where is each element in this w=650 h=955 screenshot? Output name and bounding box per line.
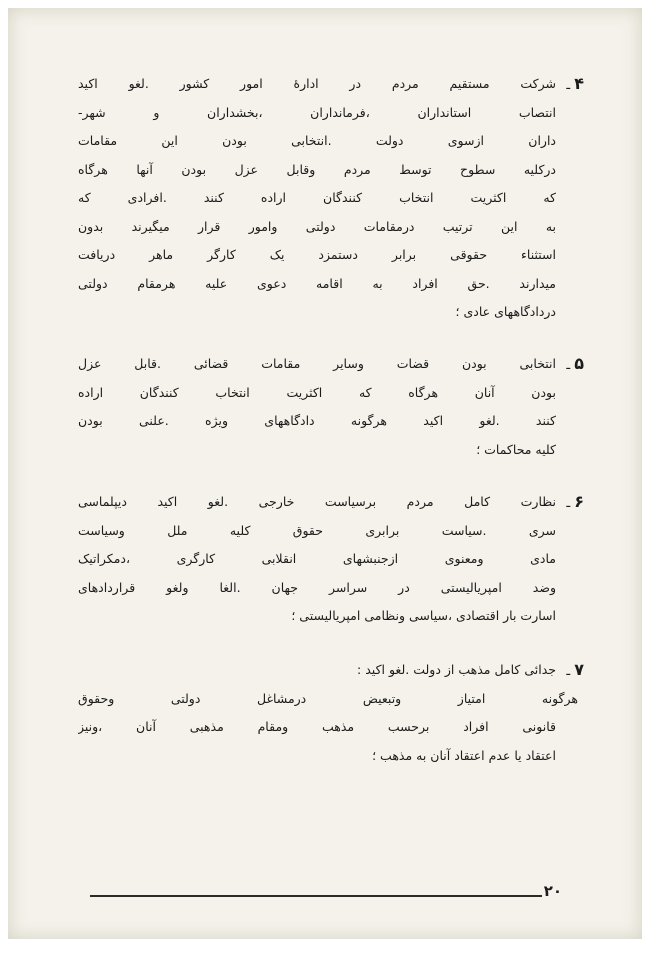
- text-line: انتخابی بودن قضات وسایر مقامات قضائی .قابل عزل: [78, 356, 556, 371]
- page-number: ۲۰: [543, 882, 562, 900]
- text-line: درکلیه سطوح توسط مردم وقابل عزل بودن آنها هرگاه: [78, 161, 556, 177]
- item-number-7: ۷ـ: [566, 660, 584, 679]
- item-4-text: [78, 70, 556, 327]
- text-line: میدارند .حق افراد به اقامه دعوی علیه هرمقام دولتی: [78, 275, 556, 291]
- book-page: [8, 8, 642, 939]
- text-line: که اکثریت انتخاب کنندگان اراده کنند .افرادی که: [78, 190, 556, 205]
- text-line: استثناء حقوقی برابر دستمزد یک کارگر ماهر دریافت: [78, 247, 556, 262]
- text-line: داران ازسوی دولت .انتخابی بودن این مقامات: [78, 133, 556, 148]
- text-line: وضد امپریالیستی در سراسر جهان .الغا ولغو قراردادهای: [78, 579, 556, 595]
- text-line: انتصاب استانداران ،فرمانداران ،بخشداران و شهر-: [78, 104, 556, 120]
- footer-rule: [90, 895, 542, 897]
- text-line: اسارت بار اقتصادی ،سیاسی ونظامی امپریالیستی ؛: [291, 608, 556, 623]
- item-5-text: [78, 350, 556, 464]
- text-line: هرگونه امتیاز وتبعیض درمشاغل دولتی وحقوق: [78, 690, 578, 706]
- item-7-heading: جدائی کامل مذهب از دولت .لغو اکید :: [357, 662, 556, 677]
- text-line: نظارت کامل مردم برسیاست خارجی .لغو اکید دیپلماسی: [78, 494, 556, 509]
- text-line: به این ترتیب درمقامات دولتی وامور قرار میگیرند بدون: [78, 218, 556, 234]
- text-line: اعتقاد یا عدم اعتقاد آنان به مذهب ؛: [372, 747, 556, 763]
- text-line: کنند .لغو اکید هرگونه دادگاههای ویژه .علنی بودن: [78, 413, 556, 428]
- item-number-5: ۵ـ: [566, 354, 584, 373]
- text-line: سری .سیاست برابری حقوق کلیه ملل وسیاست: [78, 522, 556, 538]
- text-line: بودن آنان هرگاه که اکثریت انتخاب کنندگان اراده: [78, 384, 556, 400]
- text-line: قانونی افراد برحسب مذهب ومقام مذهبی آنان ،ونیز: [78, 719, 556, 734]
- text-line: مادی ومعنوی ازجنبشهای انقلابی کارگری ،دمکراتیک: [78, 551, 556, 566]
- text-line: شرکت مستقیم مردم در ادارهٔ امور کشور .لغو اکید: [78, 76, 556, 91]
- item-number-4: ۴ـ: [566, 74, 584, 93]
- text-line: دردادگاههای عادی ؛: [455, 304, 556, 319]
- item-number-6: ۶ـ: [566, 492, 584, 511]
- item-6-text: [78, 488, 556, 631]
- text-line: کلیه محاکمات ؛: [476, 441, 556, 457]
